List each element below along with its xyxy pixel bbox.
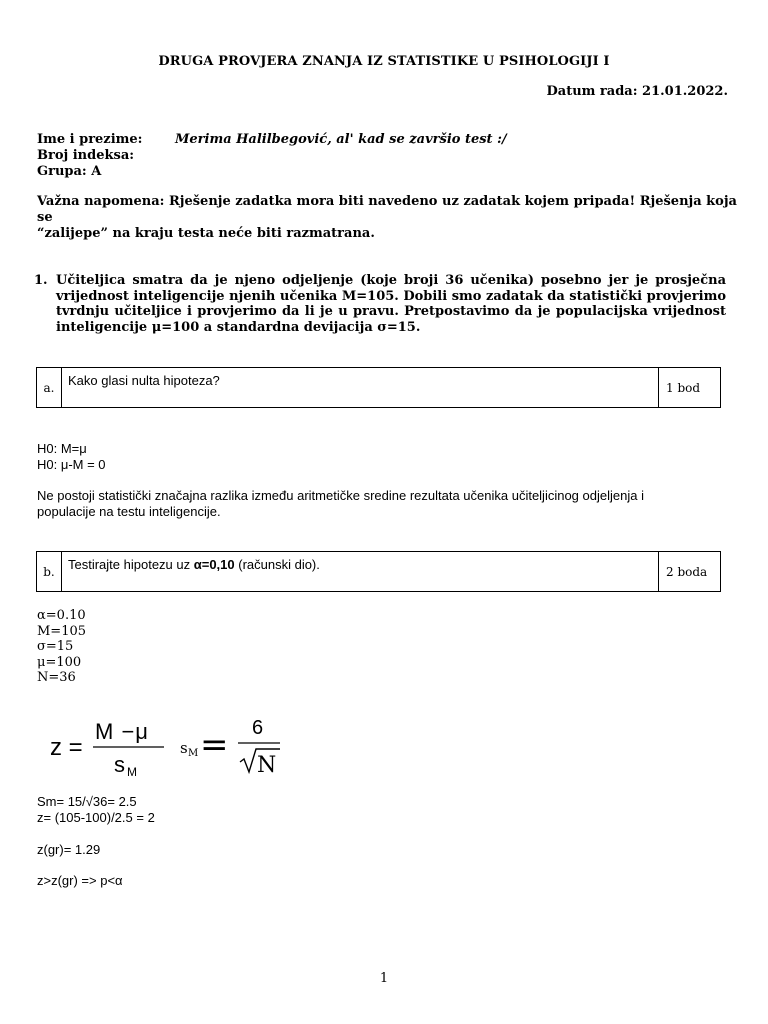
sm-equals: =: [200, 725, 229, 765]
part-b-question-suffix: (računski dio).: [234, 557, 320, 572]
calculation: [37, 794, 155, 825]
given-value: M=105: [37, 623, 87, 639]
part-a-explanation: [37, 488, 737, 519]
z-denominator-sub: M: [127, 765, 137, 778]
index-label: Broj indeksa:: [37, 148, 135, 163]
question-text: Učiteljica smatra da je njeno odjeljenje (koje broji 36 učenika) posebno jer je prosječna vrijednost inteligencije njenih učenika M=105. Dobili smo zadatak da statistički provjerimo tvrdnju učiteljice i provjerimo da li je u pravu. Pretpostavimo da je populacijska vrijednost inteligencije μ=100 a standardna devijacija σ=15.: [56, 273, 726, 335]
explanation-line-2: populacije na testu inteligencije.: [37, 503, 221, 519]
answer-line: H0: μ-M = 0: [37, 456, 106, 472]
part-b-points: 2 boda: [658, 552, 720, 591]
part-a-answer: [37, 441, 106, 472]
given-value: μ=100: [37, 654, 82, 670]
question-number: 1.: [34, 273, 48, 288]
part-b-question: [68, 557, 320, 572]
calc-line: Sm= 15/√36= 2.5: [37, 794, 137, 809]
answer-line: H0: M=μ: [37, 441, 87, 456]
important-note: [37, 194, 737, 242]
given-value: α=0.10: [37, 608, 86, 623]
sm-numerator: 6: [252, 717, 264, 739]
part-a-box: [36, 367, 721, 408]
z-formula: [48, 712, 288, 778]
part-b-alpha: α=0,10: [193, 557, 235, 572]
sm-lhs: s: [180, 739, 188, 757]
part-a-points: 1 bod: [658, 368, 720, 407]
z-denominator: s: [114, 752, 125, 777]
part-a-question: Kako glasi nulta hipoteza?: [68, 373, 220, 388]
part-b-letter: b.: [37, 552, 62, 591]
part-a-letter: a.: [37, 368, 62, 407]
part-b-box: [36, 551, 721, 592]
note-line-2: “zalijepe” na kraju testa neće biti razmatrana.: [37, 226, 375, 241]
given-value: σ=15: [37, 639, 74, 654]
conclusion: z>z(gr) => p<α: [37, 873, 123, 888]
name-label: Ime i prezime:: [37, 132, 143, 147]
exam-date: Datum rada: 21.01.2022.: [546, 84, 728, 99]
name-value: Merima Halilbegović, al' kad se završio test :/: [175, 132, 507, 147]
critical-z: z(gr)= 1.29: [37, 842, 101, 857]
explanation-line-1: Ne postoji statistički značajna razlika između aritmetičke sredine rezultata učenika učiteljicinog odjeljenja i: [37, 488, 644, 503]
z-lhs: z =: [50, 734, 83, 761]
part-b-question-prefix: Testirajte hipotezu uz: [68, 557, 194, 572]
given-value: N=36: [37, 670, 76, 685]
note-line-1: Važna napomena: Rješenje zadatka mora biti navedeno uz zadatak kojem pripada! Rješenja koja se: [37, 194, 737, 225]
page-title: DRUGA PROVJERA ZNANJA IZ STATISTIKE U PSIHOLOGIJI I: [158, 54, 610, 69]
group-label: Grupa: A: [37, 164, 102, 179]
sm-lhs-sub: M: [188, 748, 199, 759]
given-values: [37, 608, 86, 686]
sm-radicand: N: [257, 753, 277, 778]
calc-line: z= (105-100)/2.5 = 2: [37, 809, 155, 825]
page-number: 1: [379, 971, 389, 986]
z-numerator: M −μ: [95, 719, 149, 744]
